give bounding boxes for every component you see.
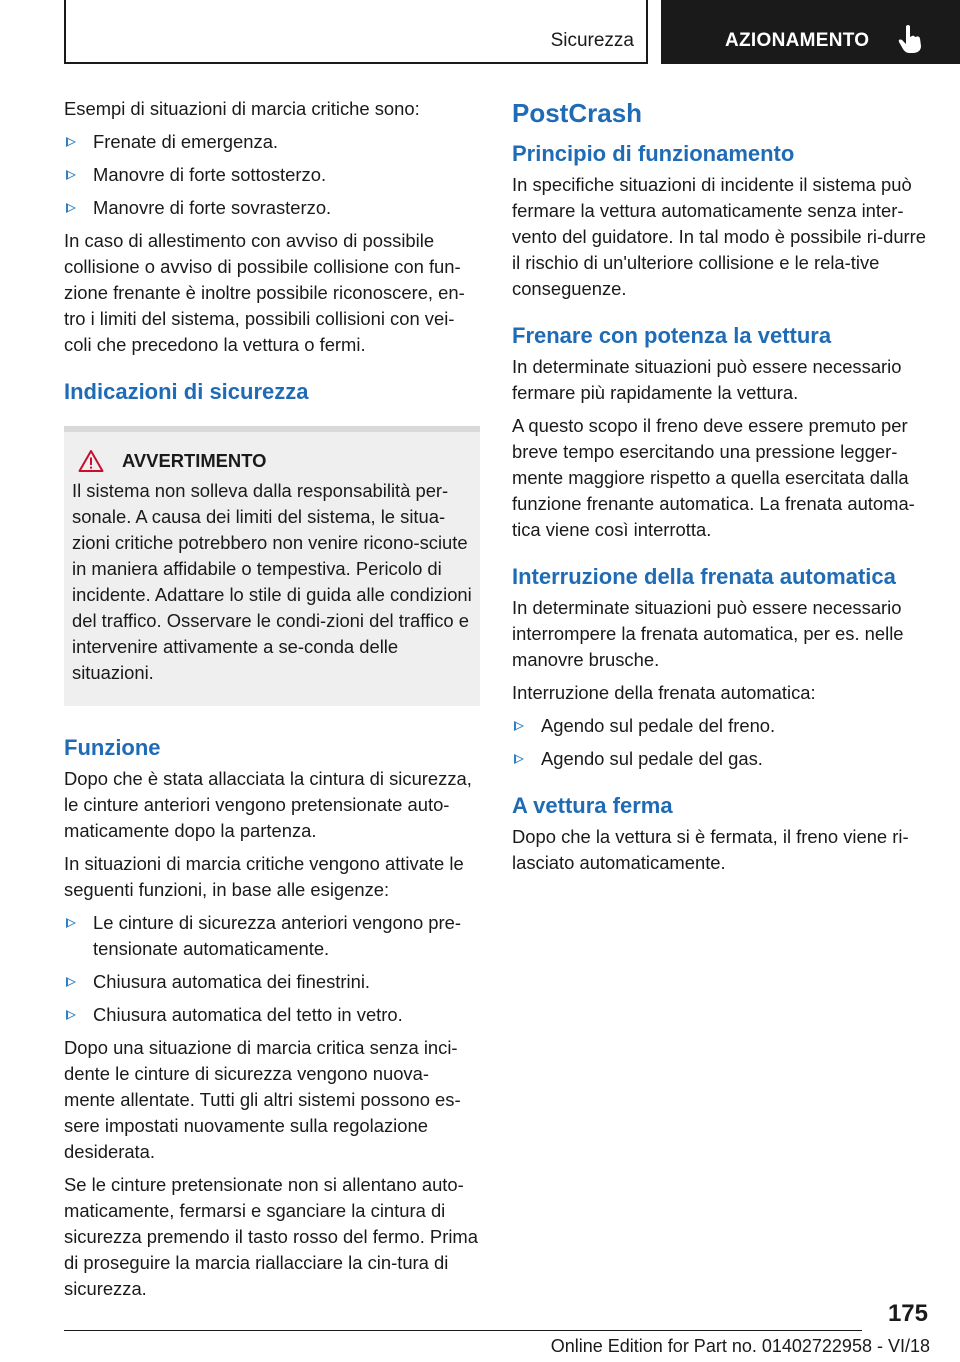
interrupt-paragraph-1: In determinate situazioni può essere necessario interrompere la frenata automatica, per es. nelle manovre brusche. xyxy=(512,597,904,670)
interrupt-paragraph-2: Interruzione della frenata automatica: xyxy=(512,682,816,703)
list-item-text: Chiusura automatica del tetto in vetro. xyxy=(93,1004,403,1025)
edition-footer: Online Edition for Part no. 01402722958 - VI/18 xyxy=(550,1336,930,1356)
brake-paragraph-1: In determinate situazioni può essere necessario fermare più rapidamente la vettura. xyxy=(512,356,902,403)
page-number: 175 xyxy=(887,1300,928,1327)
function-paragraph-3: Dopo una situazione di marcia critica senza inci-dente le cinture di sicurezza vengono nuova-mente allentate. Tutti gli altri sistemi possono es-sere impostati nuovamente sulla regolazione desiderata. xyxy=(64,1037,461,1162)
brake-paragraph-2: A questo scopo il freno deve essere premuto per breve tempo esercitando una pressione legger-mente maggiore rispetto a quella esercitata dalla funzione frenante automatica. La frenata automa-tica viene così interrotta. xyxy=(512,415,915,540)
triangle-bullet-icon xyxy=(66,137,76,147)
function-heading: Funzione xyxy=(64,735,161,760)
stopped-paragraph: Dopo che la vettura si è fermata, il freno viene ri-lasciato automaticamente. xyxy=(512,826,909,873)
triangle-bullet-icon xyxy=(66,918,76,928)
list-item-text: Agendo sul pedale del freno. xyxy=(541,715,776,736)
safety-heading: Indicazioni di sicurezza xyxy=(64,379,309,404)
hand-pointer-icon xyxy=(897,24,923,54)
list-item-text: Manovre di forte sottosterzo. xyxy=(93,164,327,185)
stopped-heading: A vettura ferma xyxy=(512,793,673,818)
list-item-text: Le cinture di sicurezza anteriori vengono pre-tensionate automaticamente. xyxy=(93,912,462,959)
warning-text: Il sistema non solleva dalla responsabilità per-sonale. A causa dei limiti del sistema, le situa-zioni critiche potrebbero non venire ricono-sciute in maniera affidabile o tempestiva. Pericolo di incidente. Adattare lo stile di guida alle condizioni del traffico. Osservare le condi-zioni del traffico e intervenire attivamente a se-conda delle situazioni. xyxy=(72,480,472,683)
triangle-bullet-icon xyxy=(514,721,524,731)
header-section-label: Sicurezza xyxy=(550,30,634,51)
function-paragraph-1: Dopo che è stata allacciata la cintura di sicurezza, le cinture anteriori vengono pretensionate auto-maticamente dopo la partenza. xyxy=(64,768,472,841)
left-column xyxy=(64,96,480,1309)
function-paragraph-2: In situazioni di marcia critiche vengono attivate le seguenti funzioni, in base alle esigenze: xyxy=(64,853,464,900)
header-chapter-tab xyxy=(661,0,960,64)
principle-paragraph: In specifiche situazioni di incidente il sistema può fermare la vettura automaticamente senza inter-vento del guidatore. In tal modo è possibile ri-durre il rischio di un'ulteriore collisione e le rela-tive conseguenze. xyxy=(512,174,927,299)
list-item xyxy=(512,746,928,772)
function-paragraph-4: Se le cinture pretensionate non si allentano auto-maticamente, fermarsi e sganciare la cintura di sicurezza premendo il tasto rosso del fermo. Prima di proseguire la marcia riallacciare la cin-tura di sicurezza. xyxy=(64,1174,478,1299)
warning-triangle-icon xyxy=(78,449,104,473)
intro-paragraph: In caso di allestimento con avviso di possibile collisione o avviso di possibile collisione con fun-zione frenante è inoltre possibile riconoscere, en-tro i limiti del sistema, possibili collisioni con vei-coli che precedono la vettura o fermi. xyxy=(64,230,465,355)
critical-intro: Esempi di situazioni di marcia critiche sono: xyxy=(64,98,420,119)
warning-box xyxy=(64,426,480,706)
list-item xyxy=(64,910,480,962)
list-item xyxy=(64,129,480,155)
header-section-box xyxy=(64,0,648,64)
list-item xyxy=(64,162,480,188)
principle-heading: Principio di funzionamento xyxy=(512,141,795,166)
warning-header xyxy=(72,448,472,474)
list-item-text: Manovre di forte sovrasterzo. xyxy=(93,197,332,218)
right-column xyxy=(512,96,928,883)
list-item-text: Agendo sul pedale del gas. xyxy=(541,748,763,769)
list-item-text: Frenate di emergenza. xyxy=(93,131,279,152)
triangle-bullet-icon xyxy=(66,203,76,213)
warning-title: AVVERTIMENTO xyxy=(122,450,267,471)
triangle-bullet-icon xyxy=(66,1010,76,1020)
interrupt-list xyxy=(512,713,928,772)
interrupt-heading: Interruzione della frenata automatica xyxy=(512,564,896,589)
triangle-bullet-icon xyxy=(66,170,76,180)
triangle-bullet-icon xyxy=(66,977,76,987)
triangle-bullet-icon xyxy=(514,754,524,764)
list-item xyxy=(64,195,480,221)
list-item xyxy=(64,969,480,995)
footer-divider xyxy=(64,1330,862,1331)
critical-list xyxy=(64,129,480,221)
list-item-text: Chiusura automatica dei finestrini. xyxy=(93,971,371,992)
header-chapter-label: AZIONAMENTO xyxy=(725,30,870,51)
list-item xyxy=(64,1002,480,1028)
brake-heading: Frenare con potenza la vettura xyxy=(512,323,832,348)
list-item xyxy=(512,713,928,739)
function-list xyxy=(64,910,480,1028)
postcrash-title: PostCrash xyxy=(512,98,643,128)
